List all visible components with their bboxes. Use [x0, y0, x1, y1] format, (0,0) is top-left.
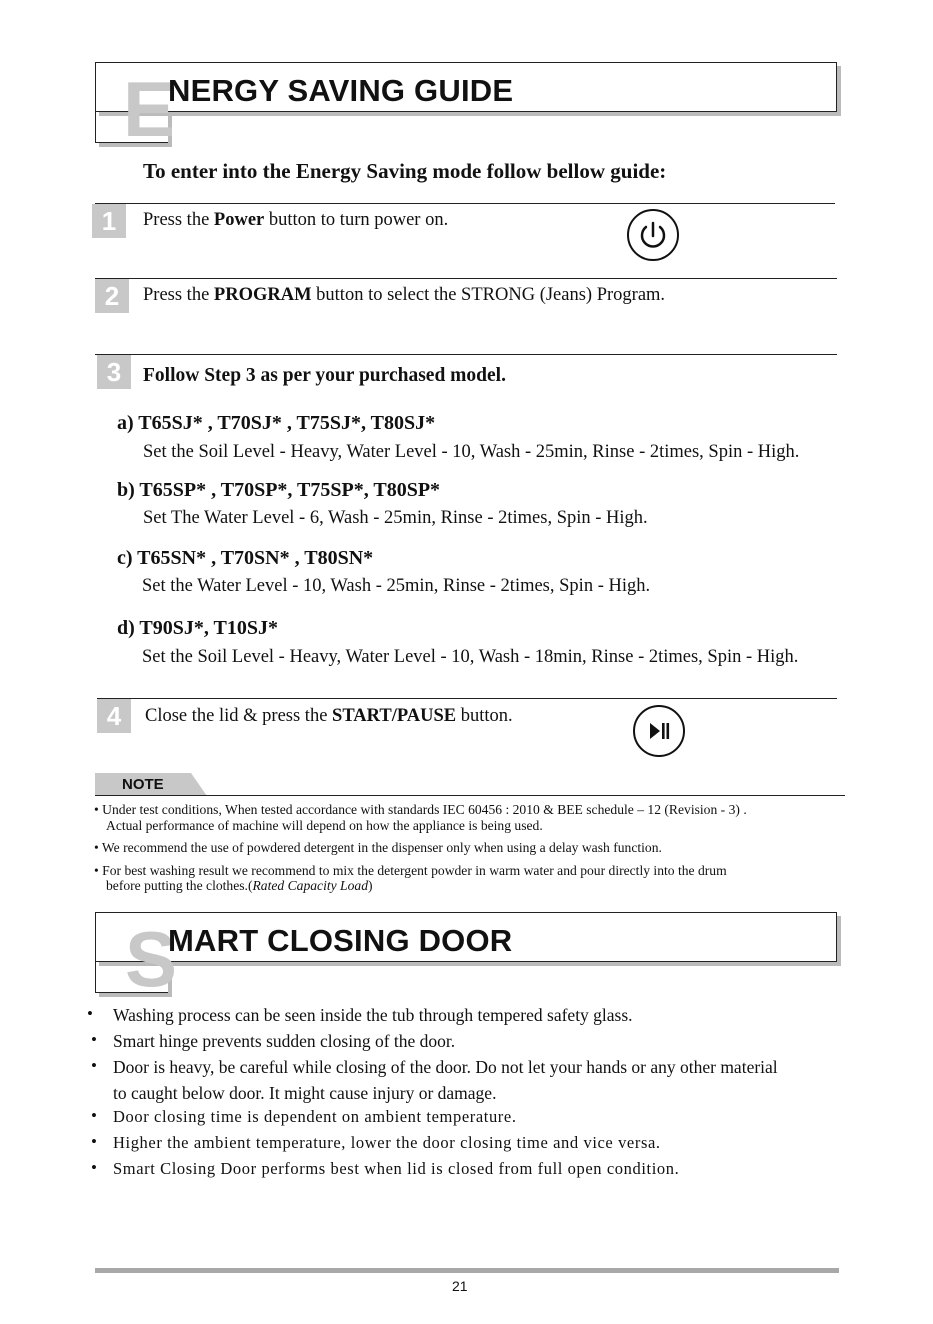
step-4-text: Close the lid & press the START/PAUSE button. [145, 706, 513, 726]
bullet: • [91, 1056, 97, 1075]
step-4-rule [97, 698, 837, 699]
door-item-5: Higher the ambient temperature, lower the door closing time and vice versa. [113, 1133, 661, 1152]
bullet: • [91, 1158, 97, 1177]
model-b-label: b) T65SP* , T70SP*, T75SP*, T80SP* [117, 479, 441, 501]
note-label: NOTE [122, 776, 164, 793]
door-item-3-cont: to caught below door. It might cause injury or damage. [113, 1083, 497, 1103]
step-3-text: Follow Step 3 as per your purchased model. [143, 365, 506, 386]
step-2-rule [95, 278, 837, 279]
note-item-3-line1: • For best washing result we recommend to mix the detergent powder in warm water and pour directly into the drum [94, 863, 727, 878]
note-item-3-line2: before putting the clothes.(Rated Capacity Load) [106, 878, 373, 893]
door-cap-letter: S [125, 915, 178, 1003]
note-item-1-line1: • Under test conditions, When tested accordance with standards IEC 60456 : 2010 & BEE schedule – 12 (Revision - 3) . [94, 802, 747, 817]
step-1-number: 1 [92, 204, 126, 238]
model-a-setting: Set the Soil Level - Heavy, Water Level - 10, Wash - 25min, Rinse - 2times, Spin - High. [143, 442, 800, 462]
step-3-number: 3 [97, 355, 131, 389]
bullet: • [87, 1004, 93, 1023]
door-item-2: Smart hinge prevents sudden closing of the door. [113, 1031, 456, 1051]
door-title: MART CLOSING DOOR [168, 923, 513, 958]
door-item-1: Washing process can be seen inside the tub through tempered safety glass. [113, 1005, 633, 1025]
start-pause-button-icon [633, 705, 685, 757]
model-c-label: c) T65SN* , T70SN* , T80SN* [117, 547, 374, 569]
energy-intro: To enter into the Energy Saving mode follow bellow guide: [143, 159, 667, 183]
model-d-label: d) T90SJ*, T10SJ* [117, 617, 278, 639]
power-button-icon [627, 209, 679, 261]
door-item-6: Smart Closing Door performs best when lid is closed from full open condition. [113, 1159, 680, 1178]
step-1-text: Press the Power button to turn power on. [143, 210, 449, 230]
footer-bar [95, 1268, 839, 1273]
energy-cap-letter: E [123, 65, 176, 153]
energy-title: NERGY SAVING GUIDE [168, 73, 514, 108]
door-item-4: Door closing time is dependent on ambient temperature. [113, 1107, 517, 1126]
note-rule [95, 795, 845, 796]
page-number: 21 [452, 1278, 468, 1294]
bullet: • [91, 1106, 97, 1125]
step-1-rule [95, 203, 835, 204]
bullet: • [91, 1132, 97, 1151]
door-item-3: Door is heavy, be careful while closing of the door. Do not let your hands or any other material [113, 1057, 778, 1077]
model-b-setting: Set The Water Level - 6, Wash - 25min, Rinse - 2times, Spin - High. [143, 508, 648, 528]
step-4-number: 4 [97, 699, 131, 733]
model-a-label: a) T65SJ* , T70SJ* , T75SJ*, T80SJ* [117, 412, 436, 434]
model-d-setting: Set the Soil Level - Heavy, Water Level - 10, Wash - 18min, Rinse - 2times, Spin - High. [142, 647, 799, 667]
step-3-rule [95, 354, 837, 355]
note-item-2: • We recommend the use of powdered detergent in the dispenser only when using a delay wash function. [94, 840, 662, 855]
bullet: • [91, 1030, 97, 1049]
step-2-number: 2 [95, 279, 129, 313]
note-item-1-line2: Actual performance of machine will depend on how the appliance is being used. [106, 818, 543, 833]
step-2-text: Press the PROGRAM button to select the STRONG (Jeans) Program. [143, 285, 666, 305]
model-c-setting: Set the Water Level - 10, Wash - 25min, Rinse - 2times, Spin - High. [142, 576, 651, 596]
